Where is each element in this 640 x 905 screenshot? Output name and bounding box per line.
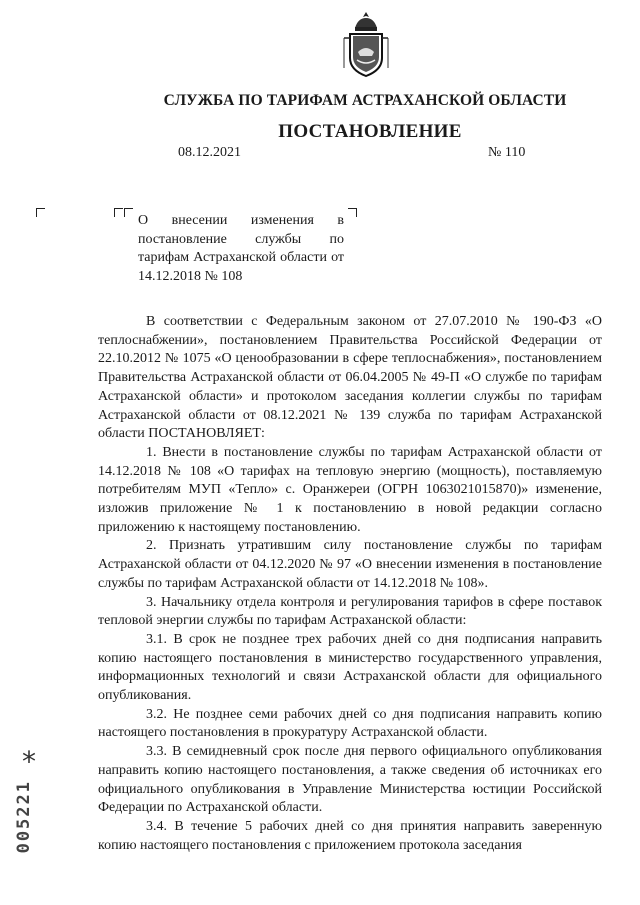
document-body xyxy=(98,313,602,855)
body-paragraph: 3.4. В течение 5 рабочих дней со дня принятия направить заверенную копию настоящего постановления с приложением протокола заседания xyxy=(98,818,602,853)
corner-mark xyxy=(114,208,123,217)
document-date: 08.12.2021 xyxy=(178,145,241,160)
document-type: ПОСТАНОВЛЕНИЕ xyxy=(278,121,462,142)
corner-mark xyxy=(124,208,133,217)
coat-of-arms-icon xyxy=(338,8,394,82)
body-paragraph: 1. Внести в постановление службы по тарифам Астраханской области от 14.12.2018 № 108 «О тарифах на тепловую энергию (мощность), поставляемую потребителям МУП «Тепло» с. Оранжереи (ОГРН 1063021015870)» изменение, изложив приложение № 1 к постановлению в новой редакции согласно приложению к настоящему постановлению. xyxy=(98,444,602,535)
body-paragraph: 3. Начальнику отдела контроля и регулирования тарифов в сфере поставок тепловой энергии службы по тарифам Астраханской области: xyxy=(98,594,602,629)
organization-name: СЛУЖБА ПО ТАРИФАМ АСТРАХАНСКОЙ ОБЛАСТИ xyxy=(163,92,567,109)
document-subject: О внесении изменения в постановление службы по тарифам Астраханской области от 14.12.2018 № 108 xyxy=(138,213,344,284)
registry-number: 005221 xyxy=(14,780,34,854)
body-paragraph: 3.3. В семидневный срок после дня первого официального опубликования направить копию настоящего постановления, а также сведения об источниках его официального опубликования в Управление Министерства юстиции Российской Федерации по Астраханской области. xyxy=(98,744,602,816)
body-paragraph: В соответствии с Федеральным законом от 27.07.2010 № 190-ФЗ «О теплоснабжении», постановлением Правительства Российской Федерации от 22.10.2012 № 1075 «О ценообразовании в сфере теплоснабжения», постановлением Правительства Астраханской области от 06.04.2005 № 49-П «О службе по тарифам Астраханской области» и протоколом заседания коллегии службы по тарифам Астраханской области от 08.12.2021 № 139 служба по тарифам Астраханской области ПОСТАНОВЛЯЕТ: xyxy=(98,314,602,442)
document-number: № 110 xyxy=(488,145,526,160)
margin-star: * xyxy=(22,745,36,778)
body-paragraph: 2. Признать утратившим силу постановление службы по тарифам Астраханской области от 04.12.2020 № 97 «О внесении изменения в постановление службы по тарифам Астраханской области от 14.12.2018 № 108». xyxy=(98,538,602,591)
corner-mark xyxy=(348,208,357,217)
body-paragraph: 3.1. В срок не позднее трех рабочих дней со дня подписания направить копию настоящего постановления в министерство государственного управления, информационных технологий и связи Астраханской области для официального опубликования. xyxy=(98,631,602,704)
corner-mark xyxy=(36,208,45,217)
body-paragraph: 3.2. Не позднее семи рабочих дней со дня подписания направить копию настоящего постановления в прокуратуру Астраханской области. xyxy=(98,706,602,741)
